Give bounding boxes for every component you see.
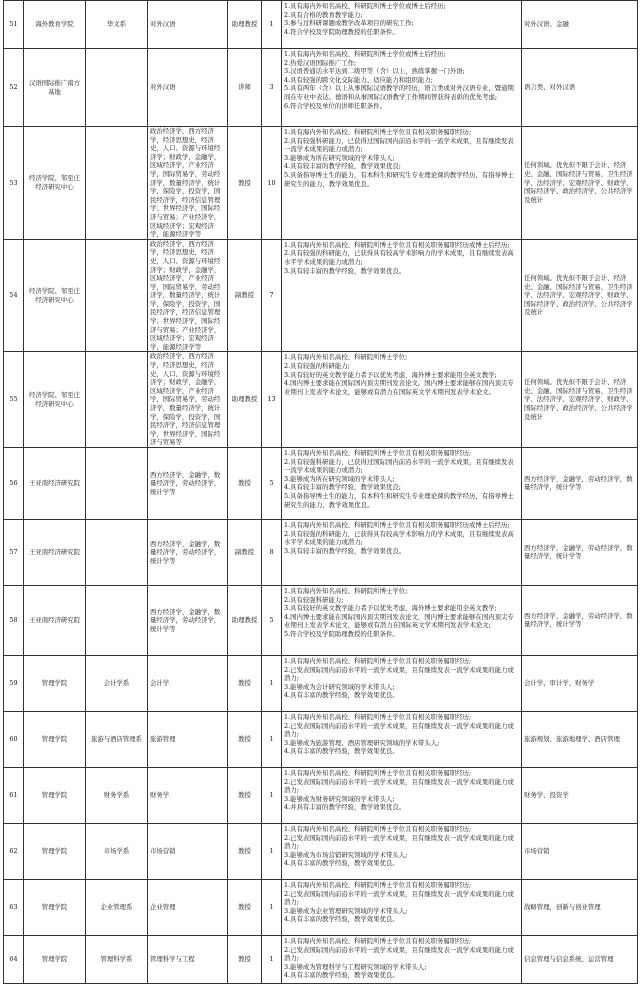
requirement-line: 3.具有较丰富的教学经验，教学效果优良。 bbox=[284, 546, 406, 555]
department-name-cell bbox=[86, 352, 148, 448]
research-fields-cell: 市场营销 bbox=[522, 823, 638, 879]
requirement-line: 5.符合学校及学院助理教授的任职条件。 bbox=[284, 629, 399, 638]
department-name-cell: 华文系 bbox=[86, 1, 148, 49]
row-number-cell: 61 bbox=[4, 767, 24, 823]
row-number-cell: 60 bbox=[4, 711, 24, 767]
row-number-cell: 63 bbox=[4, 879, 24, 935]
requirements-cell bbox=[282, 1, 522, 49]
table-row bbox=[4, 1, 638, 49]
position-title-cell: 教授 bbox=[228, 879, 262, 935]
department-name-cell bbox=[86, 127, 148, 240]
position-title-cell: 助理教授 bbox=[228, 352, 262, 448]
requirement-line: 1.具有海内外知名高校、科研院所博士学位且有相关职务履职经历; bbox=[284, 824, 472, 833]
requirements-cell bbox=[282, 585, 522, 655]
table-row bbox=[4, 519, 638, 585]
headcount-cell: 10 bbox=[262, 127, 282, 240]
department-name-cell: 管理科学系 bbox=[86, 935, 148, 983]
position-title-cell: 助理教授 bbox=[228, 1, 262, 49]
requirement-line: 2.具有合格的教育教学能力; bbox=[284, 10, 363, 19]
requirement-line: 3.具有较好的英文教学能力者予以优先考虑，海外博士要求能用全英文教学; bbox=[284, 370, 497, 379]
row-number-cell: 64 bbox=[4, 935, 24, 983]
headcount-cell: 1 bbox=[262, 767, 282, 823]
headcount-cell: 1 bbox=[262, 879, 282, 935]
requirement-line: 1.具有海内外知名高校、科研院所博士学位且有相关职务履职经历; bbox=[284, 936, 472, 945]
headcount-cell: 1 bbox=[262, 711, 282, 767]
table-row bbox=[4, 767, 638, 823]
requirement-line: 3.能够成为旅游管理、酒店管理研究领域的学术带头人; bbox=[284, 738, 440, 747]
position-title-cell: 教授 bbox=[228, 767, 262, 823]
row-number-cell: 53 bbox=[4, 127, 24, 240]
requirement-line: 5.具备指导博士生的能力，有本科生和研究生专业理论课的教学经历，有指导博士研究生的能力，教学效果优良。 bbox=[284, 491, 514, 509]
requirements-cell bbox=[282, 823, 522, 879]
discipline-cell: 会计学 bbox=[148, 655, 228, 711]
position-title-cell: 助理教授 bbox=[228, 585, 262, 655]
requirement-line: 4.具有丰富的教学经验，教学效果优良。 bbox=[284, 747, 399, 756]
row-number-cell: 52 bbox=[4, 49, 24, 127]
requirement-line: 5.具备指导博士生的能力，有本科生和研究生专业理论课的教学经历，有指导博士研究生的能力，教学效果优良。 bbox=[284, 170, 514, 188]
position-title-cell: 讲师 bbox=[228, 49, 262, 127]
discipline-cell: 旅游管理 bbox=[148, 711, 228, 767]
unit-name-cell: 管理学院 bbox=[24, 823, 86, 879]
requirement-line: 4.具有丰富的教学经验，教学效果优良。 bbox=[284, 859, 399, 868]
discipline-cell: 企业管理 bbox=[148, 879, 228, 935]
requirement-line: 2.已发表国际国内前沿水平的一流学术成果，且有继续发表一流学术成果的能力或潜力; bbox=[284, 665, 514, 683]
position-title-cell: 副教授 bbox=[228, 519, 262, 585]
requirement-line: 4.具有丰富的教学经验，教学效果优良。 bbox=[284, 915, 399, 924]
requirement-line: 1.具有海内外知名高校、科研院所博士学位且有相关职务履职经历; bbox=[284, 880, 472, 889]
requirement-line: 4.并具有丰富的教学经验，教学效果优良。 bbox=[284, 803, 406, 812]
headcount-cell: 1 bbox=[262, 935, 282, 983]
row-number-cell: 59 bbox=[4, 655, 24, 711]
discipline-cell: 市场营销 bbox=[148, 823, 228, 879]
position-title-cell: 教授 bbox=[228, 127, 262, 240]
requirement-line: 1.具有海内外知名高校、科研院所博士学位且有相关职务履职经历; bbox=[284, 448, 472, 457]
discipline-cell: 政治经济学，西方经济学，经济思想史，经济史，人口、资源与环境经济学；财政学，金融学，区域经济学，产业经济学，国际贸易学，劳动经济学，数量经济学，统计学，保险学，投资学，国民经济学，经济信息管理学；世界经济学，国际经济与贸易；产业经济学，区域经济学；宏观经济学，能源经济学等 bbox=[148, 239, 228, 352]
research-fields-cell: 西方经济学，金融学，劳动经济学，数量经济学，统计学等 bbox=[522, 519, 638, 585]
table-row bbox=[4, 127, 638, 240]
research-fields-cell: 信息管理与信息系统、运营管理 bbox=[522, 935, 638, 983]
headcount-cell: 1 bbox=[262, 655, 282, 711]
requirement-line: 2.具有较强的科研能力，已获得具有较高学术影响力的学术成果，且有继续发表高水平学术成果的能力或潜力; bbox=[284, 249, 514, 266]
discipline-cell: 政治经济学，西方经济学，经济思想史，经济史，人口、资源与环境经济学；财政学，金融学，区域经济学，产业经济学，国际贸易学，劳动经济学，数量经济学，统计学，保险学，投资学，国民经济学，经济信息管理学；世界经济学，国际经济与贸易；产业经济学，区域经济学；宏观经济学，能源经济学等 bbox=[148, 127, 228, 240]
requirement-line: 2.热爱汉语国际推广工作; bbox=[284, 58, 357, 67]
row-number-cell: 51 bbox=[4, 1, 24, 49]
discipline-cell: 西方经济学，金融学，数量经济学，劳动经济学，统计学等 bbox=[148, 447, 228, 519]
row-number-cell: 56 bbox=[4, 447, 24, 519]
discipline-cell: 政治经济学，西方经济学，经济思想史，经济史，人口、资源与环境经济学；财政学，金融学，区域经济学，产业经济学，国际贸易学，劳动经济学，数量经济学，统计学，保险学，投资学，国民经济学，经济信息管理学，世界经济学，国际经济与贸易等 bbox=[148, 352, 228, 448]
research-fields-cell: 语言类、对外汉语 bbox=[522, 49, 638, 127]
requirement-line: 2.具有较强的科研能力; bbox=[284, 362, 350, 371]
requirement-line: 4.国内博士要求能在国际国内顶尖期刊发表论文，国内博士要求能够在国内顶尖专业期刊上发表学术论文，能够或有潜力在国际英文学术期刊发表学术论文; bbox=[284, 612, 514, 630]
discipline-cell: 西方经济学，金融学，数量经济学，劳动经济学，统计学等 bbox=[148, 519, 228, 585]
headcount-cell: 1 bbox=[262, 1, 282, 49]
discipline-cell: 对外汉语 bbox=[148, 1, 228, 49]
discipline-cell: 财务学 bbox=[148, 767, 228, 823]
requirement-line: 2.已发表国际国内前沿水平的一流学术成果，且有继续发表一流学术成果的能力或潜力; bbox=[284, 777, 514, 795]
unit-name-cell: 管理学院 bbox=[24, 711, 86, 767]
research-fields-cell: 会计学、审计学、财务学 bbox=[522, 655, 638, 711]
table-row bbox=[4, 935, 638, 983]
position-title-cell: 教授 bbox=[228, 447, 262, 519]
research-fields-cell: 任何领域。优先但不限于会计、经济史、金融、国际经济与贸易、卫生经济学、法经济学、宏观经济学、财政学、国际经济学、政治经济学、公共经济学及统计 bbox=[522, 127, 638, 240]
headcount-cell: 13 bbox=[262, 352, 282, 448]
department-name-cell: 财务学系 bbox=[86, 767, 148, 823]
requirement-line: 1.具有海内外知名高校、科研院所博士学位且有相关职务履职经历或博士后经历; bbox=[284, 240, 510, 249]
unit-name-cell: 海外教育学院 bbox=[24, 1, 86, 49]
department-name-cell bbox=[86, 519, 148, 585]
research-fields-cell: 战略管理，创新与创业管理 bbox=[522, 879, 638, 935]
position-title-cell: 教授 bbox=[228, 711, 262, 767]
row-number-cell: 54 bbox=[4, 239, 24, 352]
department-name-cell: 市场学系 bbox=[86, 823, 148, 879]
unit-name-cell: 王亚南经济研究院 bbox=[24, 519, 86, 585]
requirement-line: 1.具有海内外知名高校、科研院所博士学位且有相关职务履职经历; bbox=[284, 656, 472, 665]
unit-name-cell: 经济学院、邹至庄经济研究中心 bbox=[24, 127, 86, 240]
requirement-line: 2.具有较强科研能力; bbox=[284, 595, 344, 604]
table-row bbox=[4, 239, 638, 352]
requirement-line: 3.能够成为管理科学与工程研究领域的学术带头人; bbox=[284, 962, 427, 971]
unit-name-cell: 管理学院 bbox=[24, 879, 86, 935]
requirements-cell bbox=[282, 447, 522, 519]
table-row bbox=[4, 585, 638, 655]
discipline-cell: 西方经济学，金融学，数量经济学，劳动经济学，统计学等 bbox=[148, 585, 228, 655]
table-row bbox=[4, 823, 638, 879]
row-number-cell: 57 bbox=[4, 519, 24, 585]
position-title-cell: 教授 bbox=[228, 823, 262, 879]
unit-name-cell: 管理学院 bbox=[24, 655, 86, 711]
department-name-cell: 会计学系 bbox=[86, 655, 148, 711]
requirement-line: 2.具有较强的科研能力，已获得具有较高学术影响力的学术成果，且有继续发表高水平学术成果的能力或潜力; bbox=[284, 529, 514, 547]
department-name-cell: 旅游与酒店管理系 bbox=[86, 711, 148, 767]
table-row bbox=[4, 447, 638, 519]
requirement-line: 2.已发表国际国内前沿水平的一流学术成果，且有继续发表一流学术成果的能力或潜力; bbox=[284, 833, 514, 851]
unit-name-cell: 王亚南经济研究院 bbox=[24, 585, 86, 655]
requirement-line: 1.具有海内外知名高校、科研院所博士学位; bbox=[284, 586, 408, 595]
research-fields-cell: 对外汉语、金融 bbox=[522, 1, 638, 49]
requirement-line: 2.已发表国际国内前沿水平的一流学术成果，且有继续发表一流学术成果的能力或潜力; bbox=[284, 721, 514, 739]
unit-name-cell: 管理学院 bbox=[24, 767, 86, 823]
requirement-line: 4.具有丰富的教学经验，教学效果优良。 bbox=[284, 971, 399, 980]
requirement-line: 4.符合学校及学院助理教授的任职条件。 bbox=[284, 27, 399, 36]
requirement-line: 4.具有丰富的教学经验，教学效果优良。 bbox=[284, 691, 399, 700]
discipline-cell: 对外汉语 bbox=[148, 49, 228, 127]
research-fields-cell: 旅游规划、旅游地理学、酒店管理 bbox=[522, 711, 638, 767]
headcount-cell: 5 bbox=[262, 447, 282, 519]
research-fields-cell: 西方经济学，金融学，劳动经济学，数量经济学，统计学等 bbox=[522, 447, 638, 519]
requirements-cell bbox=[282, 519, 522, 585]
row-number-cell: 58 bbox=[4, 585, 24, 655]
headcount-cell: 3 bbox=[262, 49, 282, 127]
row-number-cell: 55 bbox=[4, 352, 24, 448]
requirement-line: 4.具有较丰富的教学经验，教学效果优良; bbox=[284, 483, 401, 492]
headcount-cell: 1 bbox=[262, 823, 282, 879]
requirement-line: 1.具有海内外知名高校、科研院所博士学位且有相关职务履职经历; bbox=[284, 768, 472, 777]
requirement-line: 3.能够成为财务研究领域的学术带头人; bbox=[284, 794, 395, 803]
requirement-line: 1.具有海内外知名高校、科研院所博士学位且有相关职务履职经历; bbox=[284, 128, 472, 136]
department-name-cell bbox=[86, 585, 148, 655]
table-row bbox=[4, 49, 638, 127]
unit-name-cell: 经济学院、邹至庄经济研究中心 bbox=[24, 352, 86, 448]
requirement-line: 3.具有较好的英文教学能力者予以优先考虑，海外博士要求能用全英文教学; bbox=[284, 604, 497, 613]
requirement-line: 3.汉语普通话水平达到二级甲等（含）以上，熟练掌握一门外语; bbox=[284, 67, 465, 76]
requirements-cell bbox=[282, 655, 522, 711]
headcount-cell: 8 bbox=[262, 519, 282, 585]
headcount-cell: 5 bbox=[262, 585, 282, 655]
department-name-cell bbox=[86, 447, 148, 519]
position-title-cell: 教授 bbox=[228, 655, 262, 711]
requirements-cell bbox=[282, 935, 522, 983]
department-name-cell bbox=[86, 239, 148, 352]
requirement-line: 4.具有较强的跨文化交际能力、适应能力和组织能力; bbox=[284, 75, 433, 84]
requirement-line: 1.具有海内外知名高校、科研院所博士学位且有相关职务履职经历; bbox=[284, 712, 472, 721]
requirements-cell bbox=[282, 49, 522, 127]
requirement-line: 6.符合学校及单位的讲师任职条件。 bbox=[284, 101, 386, 110]
recruitment-table bbox=[3, 0, 638, 984]
unit-name-cell: 汉语国际推广南方基地 bbox=[24, 49, 86, 127]
table-row bbox=[4, 352, 638, 448]
table-row bbox=[4, 879, 638, 935]
requirement-line: 3.能够成为会计研究领域的学术带头人; bbox=[284, 682, 395, 691]
requirement-line: 3.具有较丰富的教学经验，教学效果优良。 bbox=[284, 266, 406, 275]
requirements-cell bbox=[282, 127, 522, 240]
requirement-line: 4.具有较丰富的教学经验，教学效果优良; bbox=[284, 162, 401, 171]
requirement-line: 1.具有海内外知名高校、科研院所博士学位或博士后经历; bbox=[284, 50, 446, 58]
headcount-cell: 7 bbox=[262, 239, 282, 352]
requirements-cell bbox=[282, 239, 522, 352]
unit-name-cell: 管理学院 bbox=[24, 935, 86, 983]
requirement-line: 2.已发表国际国内前沿水平的一流学术成果，且有继续发表一流学术成果的能力或潜力; bbox=[284, 945, 514, 963]
research-fields-cell: 财务学、投资学 bbox=[522, 767, 638, 823]
requirement-line: 2.具有较强科研能力，已获得过国际国内前沿水平的一流学术成果，且有继续发表一流学术成果的能力或潜力; bbox=[284, 457, 514, 475]
requirement-line: 3.能够成为所在研究领域的学术带头人; bbox=[284, 474, 395, 483]
unit-name-cell: 王亚南经济研究院 bbox=[24, 447, 86, 519]
requirements-cell bbox=[282, 879, 522, 935]
requirement-line: 3.能够成为所在研究领域的学术带头人; bbox=[284, 153, 395, 162]
requirement-line: 3.能够成为企业管理研究领域的学术带头人; bbox=[284, 906, 408, 915]
row-number-cell: 62 bbox=[4, 823, 24, 879]
requirement-line: 1.具有海内外知名高校、科研院所博士学位或博士后经历; bbox=[284, 2, 446, 10]
research-fields-cell: 西方经济学，金融学，劳动经济学，数量经济学，统计学等 bbox=[522, 585, 638, 655]
table-body bbox=[4, 1, 638, 984]
requirement-line: 1.具有海内外知名高校、科研院所博士学位; bbox=[284, 353, 408, 362]
research-fields-cell: 任何领域。优先但不限于会计、经济史、金融、国际经济与贸易、卫生经济学、法经济学、宏观经济学、财政学、国际经济学、政治经济学、公共经济学及统计 bbox=[522, 352, 638, 448]
requirements-cell bbox=[282, 352, 522, 448]
department-name-cell: 企业管理系 bbox=[86, 879, 148, 935]
requirement-line: 4.国内博士要求能在国际国内顶尖期刊发表论文，国内博士要求能够在国内顶尖专业期刊上发表学术论文，能够或有潜力在国际英文学术期刊发表学术论文。 bbox=[284, 379, 514, 396]
requirement-line: 3.能够成为市场营销研究领域的学术带头人; bbox=[284, 850, 408, 859]
requirements-cell bbox=[282, 767, 522, 823]
requirement-line: 3.参与过科研课题或教学改革项目的研究工作; bbox=[284, 19, 414, 28]
requirement-line: 1.具有海内外知名高校、科研院所博士学位且有相关职务履职经历或博士后经历; bbox=[284, 520, 510, 529]
requirement-line: 2.已发表国际国内前沿水平的一流学术成果，且有继续发表一流学术成果的能力或潜力; bbox=[284, 889, 514, 907]
department-name-cell bbox=[86, 49, 148, 127]
unit-name-cell: 经济学院、邹至庄经济研究中心 bbox=[24, 239, 86, 352]
requirement-line: 2.具有较强科研能力，已获得过国际国内前沿水平的一流学术成果，且有继续发表一流学术成果的能力或潜力; bbox=[284, 136, 514, 154]
discipline-cell: 管理科学与工程 bbox=[148, 935, 228, 983]
table-row bbox=[4, 711, 638, 767]
table-row bbox=[4, 655, 638, 711]
position-title-cell: 教授 bbox=[228, 935, 262, 983]
requirements-cell bbox=[282, 711, 522, 767]
requirement-line: 5.具有两年（含）以上从事国际汉语教学的经历，语言类或对外汉语专业、暨通期间在专业中表达、德语和从事国际汉语教学工作期间曾获得表彰的优先考虑; bbox=[284, 84, 514, 101]
research-fields-cell: 任何领域。优先但不限于会计、经济史、金融、国际经济与贸易、卫生经济学、法经济学、宏观经济学、财政学、国际经济学、政治经济学、公共经济学及统计 bbox=[522, 239, 638, 352]
position-title-cell: 副教授 bbox=[228, 239, 262, 352]
